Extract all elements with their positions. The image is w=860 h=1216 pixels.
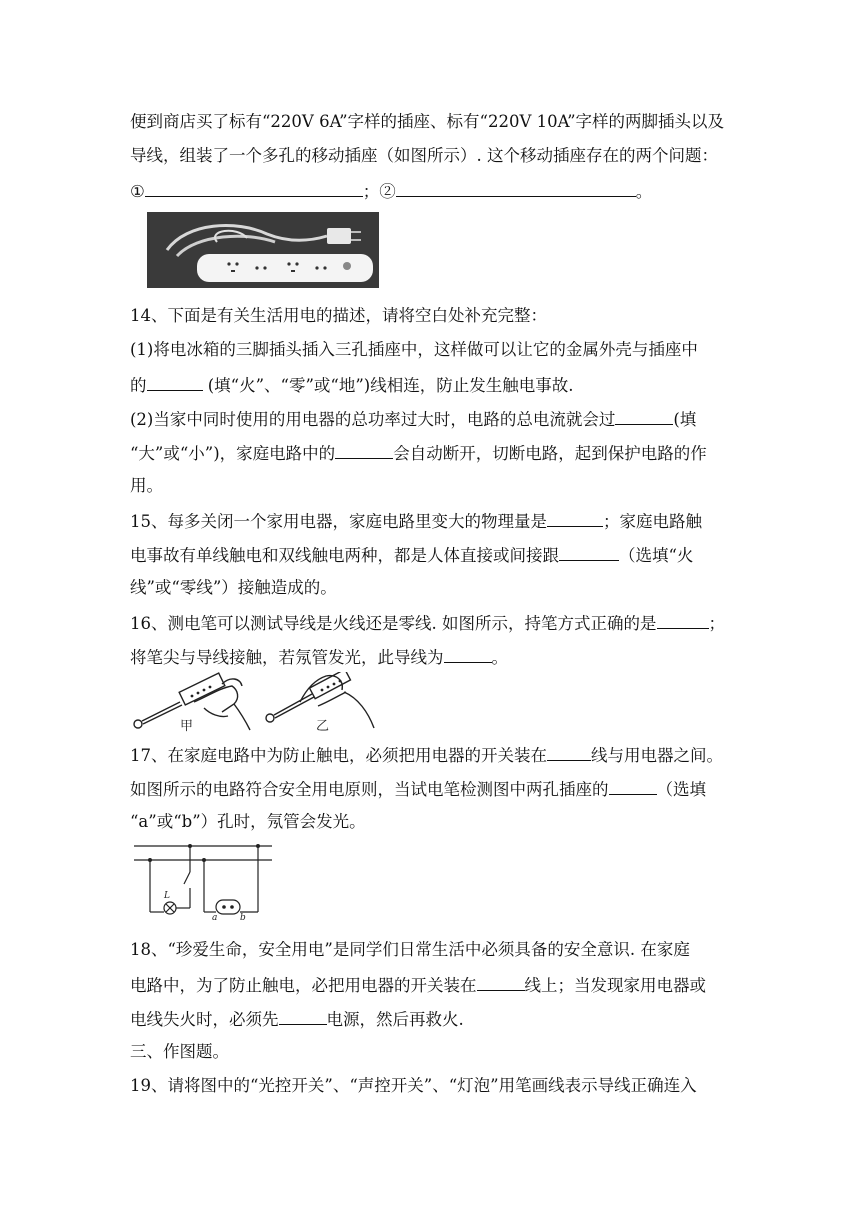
p13-line-3: ① ；② 。 — [130, 182, 653, 201]
p17-line-3: “a”或“b”）孔时，氖管会发光。 — [130, 812, 366, 831]
socket-hole-a-label: a — [212, 913, 218, 920]
answer-blank[interactable] — [615, 408, 673, 425]
p17-line-1: 17、在家庭电路中为防止触电，必须把用电器的开关装在 线与用电器之间。 — [130, 746, 723, 765]
p15-line-2: 电事故有单线触电和双线触电两种，都是人体直接或间接跟 （选填“火 — [130, 546, 694, 565]
answer-blank[interactable] — [657, 612, 709, 629]
p16-line-2: 将笔尖与导线接触，若氖管发光，此导线为 。 — [130, 648, 508, 667]
p18-line-3: 电线失火时，必须先 电源，然后再救火. — [130, 1010, 464, 1029]
answer-blank[interactable] — [444, 646, 492, 663]
answer-blank[interactable] — [609, 778, 657, 795]
pen-label-yi: 乙 — [316, 719, 330, 734]
circuit-diagram — [130, 838, 280, 920]
p15-line-1: 15、每多关闭一个家用电器，家庭电路里变大的物理量是 ；家庭电路触 — [130, 512, 702, 531]
power-strip-image — [147, 212, 379, 288]
answer-blank[interactable] — [335, 442, 393, 459]
p13-line-1: 便到商店买了标有“220V 6A”字样的插座、标有“220V 10A”字样的两脚插头以及 — [130, 112, 725, 131]
p14-line-1: (1)将电冰箱的三脚插头插入三孔插座中，这样做可以让它的金属外壳与插座中 — [130, 340, 698, 359]
p14-title: 14、下面是有关生活用电的描述，请将空白处补充完整： — [130, 306, 547, 325]
p14-line-4: “大”或“小”)，家庭电路中的 会自动断开，切断电路，起到保护电路的作 — [130, 444, 707, 463]
answer-blank[interactable] — [147, 374, 203, 391]
answer-blank[interactable] — [547, 744, 591, 761]
p13-line-2: 导线，组装了一个多孔的移动插座（如图所示）. 这个移动插座存在的两个问题： — [130, 146, 718, 165]
socket-hole-b-label: b — [240, 913, 246, 920]
p14-line-2: 的 (填“火”、“零”或“地”)线相连，防止发生触电事故. — [130, 376, 574, 395]
section-heading: 三、作图题。 — [130, 1042, 229, 1061]
answer-blank[interactable] — [559, 544, 619, 561]
p17-line-2: 如图所示的电路符合安全用电原则，当试电笔检测图中两孔插座的 （选填 — [130, 780, 706, 799]
pen-label-jia: 甲 — [180, 719, 194, 734]
answer-blank[interactable] — [279, 1008, 327, 1025]
answer-blank[interactable] — [477, 974, 525, 991]
p14-line-5: 用。 — [130, 476, 163, 495]
p14-line-3: (2)当家中同时使用的用电器的总功率过大时，电路的总电流就会过 (填 — [130, 410, 697, 429]
p15-line-3: 线”或“零线”）接触造成的。 — [130, 578, 337, 597]
answer-blank[interactable] — [145, 180, 363, 197]
p19-line-1: 19、请将图中的“光控开关”、“声控开关”、“灯泡”用笔画线表示导线正确连入 — [130, 1076, 697, 1095]
test-pen-figure — [130, 672, 380, 734]
answer-blank[interactable] — [547, 510, 603, 527]
lamp-label: L — [164, 891, 170, 901]
p16-line-1: 16、测电笔可以测试导线是火线还是零线. 如图所示，持笔方式正确的是 ； — [130, 614, 725, 633]
p18-line-1: 18、“珍爱生命，安全用电”是同学们日常生活中必须具备的安全意识. 在家庭 — [130, 940, 690, 959]
answer-blank[interactable] — [396, 180, 636, 197]
p18-line-2: 电路中，为了防止触电，必把用电器的开关装在 线上；当发现家用电器或 — [130, 976, 706, 995]
